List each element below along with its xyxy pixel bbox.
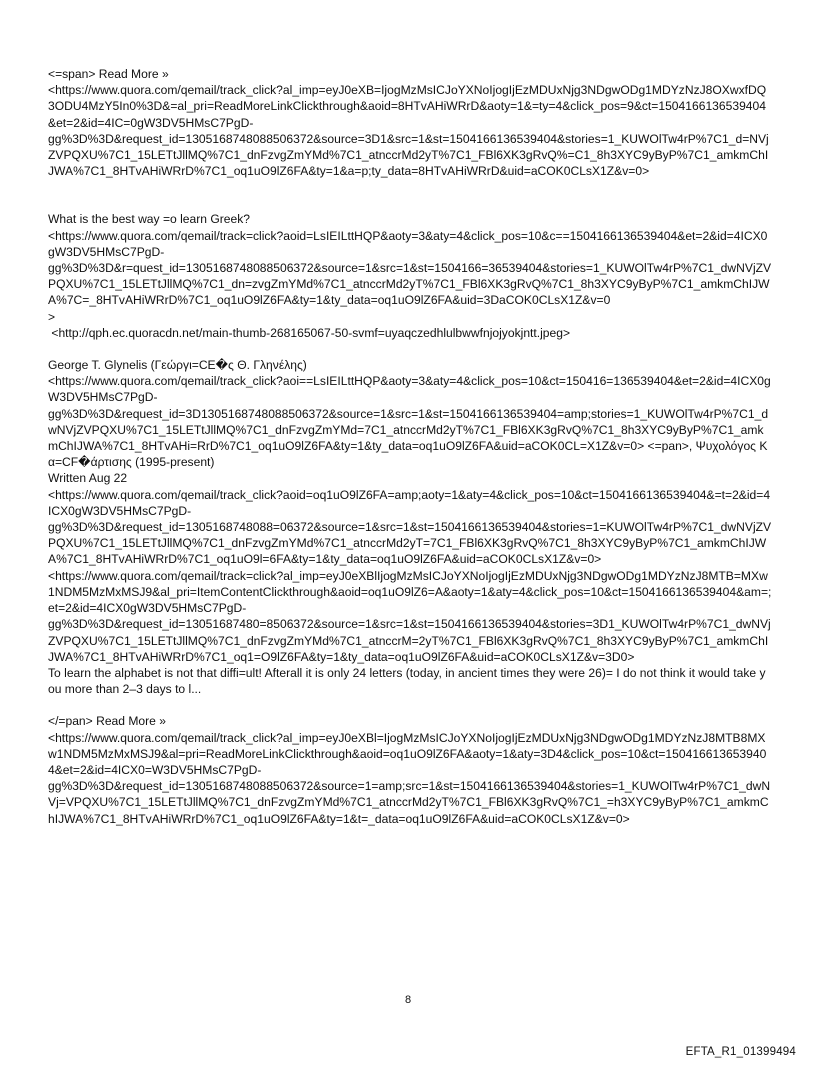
spacer [48, 697, 772, 713]
read-more-block-1: <=span> Read More » <https://www.quora.com/qemail/track_click?al_imp=eyJ0eXB=IjogMzMsICJoYXNoIjogIjEzMDUxNjg3NDgwODg1MDYzNzJ8OXwxfDQ3ODU4MzY5In0%3D&=al_pri=ReadMoreLinkClickthrough&aoid=8HTvAHiWRrD&aoty=1&=ty=4&click_pos=9&ct=1504166136539404&et=2&id=4IC=0gW3DV5HMsC7PgD- gg%3D%3D&request_id=1305168748088506372&source=3D1&src=1&st=1504166136539404&stories=1_KUWOlTw4rP%7C1_d=NVjZVPQXU%7C1_15LETtJllMQ%7C1_dnFzvgZmYMd%7C1_atnccrMd2yT%7C1_FBl6XK3gRvQ%=C1_8h3XYC9yByP%7C1_amkmChIJWA%7C1_8HTvAHiWRrD%7C1_oq1uO9lZ6FA&ty=1&a=p;ty_data=8HTvAHiWRrD&uid=aCOK0CLsX1Z&v=0> [48, 67, 769, 179]
answer-block: George T. Glynelis (Γεώργι=CE�ς Θ. Γληνέλης) <https://www.quora.com/qemail/track_click?aoi==LsIEILttHQP&aoty=3&aty=4&click_pos=10&ct=150416=136539404&et=2&id=4ICX0gW3DV5HMsC7PgD- gg%3D%3D&request_id=3D1305168748088506372&source=1&src=1&st=1504166136539404=amp;stories=1_KUWOlTw4rP%7C1_dwNVjZVPQXU%7C1_15LETtJllMQ%7C1_dnFzvgZmYMd=7C1_atnccrMd2yT%7C1_FBl6XK3gRvQ%7C1_8h3XYC9yByP%7C1_amkmChIJWA%7C1_8HTvAHi=RrD%7C1_oq1uO9lZ6FA&ty=1&ty_data=oq1uO9lZ6FA&uid=aCOK0CL=X1Z&v=0> <=pan>, Ψυχολόγος Κα=CF�άρτισης (1995-present) Written Aug 22 <https://www.quora.com/qemail/track_click?aoid=oq1uO9lZ6FA=amp;aoty=1&aty=4&click_pos=10&ct=1504166136539404&=t=2&id=4ICX0gW3DV5HMsC7PgD- gg%3D%3D&request_id=1305168748088=06372&source=1&src=1&st=1504166136539404&stories=1=KUWOlTw4rP%7C1_dwNVjZVPQXU%7C1_15LETtJllMQ%7C1_dnFzvgZmYMd%7C1_atnccrMd2yT=7C1_FBl6XK3gRvQ%7C1_8h3XYC9yByP%7C1_amkmChIJWA%7C1_8HTvAHiWRrD%7C1_oq1uO9l=6FA&ty=1&ty_data=oq1uO9lZ6FA&uid=aCOK0CLsX1Z&v=0> <https://www.quora.com/qemail/track=click?al_imp=eyJ0eXBlIjogMzMsICJoYXNoIjogIjEzMDUxNjg3NDgwODg1MDYzNzJ8MTB=MXw1NDM5MzMxMSJ9&al_pri=ItemContentClickthrough&aoid=oq1uO9lZ6=A&aoty=1&aty=4&click_pos=10&ct=1504166136539404&am=;et=2&id=4ICX0gW3DV5HMsC7PgD- gg%3D%3D&request_id=13051687480=8506372&source=1&src=1&st=1504166136539404&stories=3D1_KUWOlTw4rP%7C1_dwNVjZVPQXU%7C1_15LETtJllMQ%7C1_dnFzvgZmYMd%7C1_atnccrM=2yT%7C1_FBl6XK3gRvQ%7C1_8h3XYC9yByP%7C1_amkmChIJWA%7C1_8HTvAHiWRrD%7C1_oq1=O9lZ6FA&ty=1&ty_data=oq1uO9lZ6FA&uid=aCOK0CLsX1Z&v=3D0> To learn the alphabet is not that diffi=ult! Afterall it is only 24 letters (today, in ancient times they were 26)= I do not think it would take you more than 2–3 days to l... [48, 358, 772, 697]
question-block: What is the best way =o learn Greek? <https://www.quora.com/qemail/track=click?aoid=LsIEILttHQP&aoty=3&aty=4&click_pos=10&c==1504166136539404&et=2&id=4ICX0gW3DV5HMsC7PgD- gg%3D%3D&r=quest_id=1305168748088506372&source=1&src=1&st=1504166=36539404&stories=1_KUWOlTw4rP%7C1_dwNVjZVPQXU%7C1_15LETtJllMQ%7C1_dn=zvgZmYMd%7C1_atnccrMd2yT%7C1_FBl6XK3gRvQ%7C1_8h3XYC9yByP%7C1_amkmChIJWA%7C=_8HTvAHiWRrD%7C1_oq1uO9lZ6FA&ty=1&ty_data=oq1uO9lZ6FA&uid=3DaCOK0CLsX1Z&v=0 > <http://qph.ec.quoracdn.net/main-thumb-268165067-50-svmf=uyaqczedhlulbwwfnjojyokjntt.jpeg> [48, 212, 772, 340]
page-number: 8 [404, 994, 412, 1006]
document-body [48, 66, 772, 827]
read-more-block-2: </=pan> Read More » <https://www.quora.com/qemail/track_click?al_imp=eyJ0eXBl=IjogMzMsICJoYXNoIjogIjEzMDUxNjg3NDgwODg1MDYzNzJ8MTB8MXw1NDM5MzMxMSJ9&al=pri=ReadMoreLinkClickthrough&aoid=oq1uO9lZ6FA&aoty=1&aty=3D4&click_pos=10&ct=1504166136539404&et=2&id=4ICX0=W3DV5HMsC7PgD- gg%3D%3D&request_id=1305168748088506372&source=1=amp;src=1&st=1504166136539404&stories=1_KUWOlTw4rP%7C1_dwNVj=VPQXU%7C1_15LETtJllMQ%7C1_dnFzvgZmYMd%7C1_atnccrMd2yT%7C1_FBl6XK3gRvQ%7C1_=h3XYC9yByP%7C1_amkmChIJWA%7C1_8HTvAHiWRrD%7C1_oq1uO9lZ6FA&ty=1&t=_data=oq1uO9lZ6FA&uid=aCOK0CLsX1Z&v=0> [48, 714, 771, 826]
spacer [48, 179, 772, 211]
bates-number: EFTA_R1_01399494 [685, 1046, 796, 1058]
spacer [48, 341, 772, 357]
